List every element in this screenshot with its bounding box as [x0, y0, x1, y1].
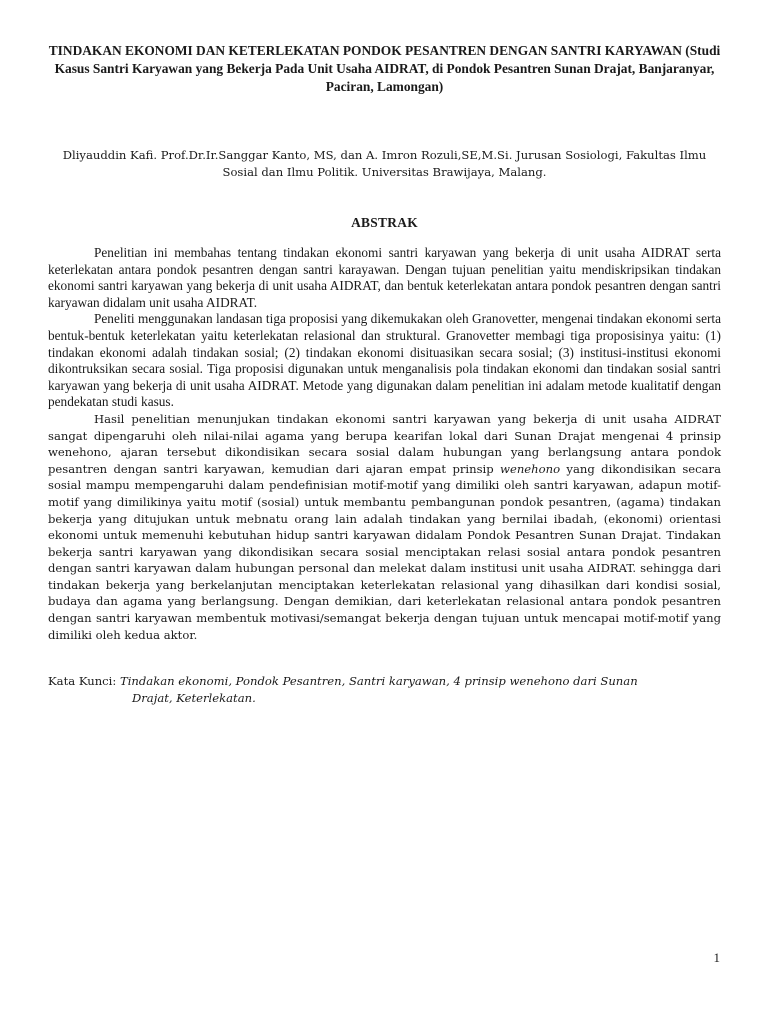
abstract-paragraph-1: Penelitian ini membahas tentang tindakan ekonomi santri karyawan yang bekerja di unit usaha AIDRAT serta keterlekatan antara pondok pesantren dengan santri karayawan. Dengan tujuan penelitian yaitu mendiskripsikan tindakan ekonomi santri karyawan yang bekerja di unit usaha AIDRAT, dan bentuk keterlekatan antara pondok pesantren dengan santri karyawan didalam unit usaha AIDRAT.: [48, 245, 721, 310]
keywords-value: [120, 673, 721, 707]
abstract-paragraph-3-part-2: yang dikondisikan secara sosial mampu mempengaruhi dalam pendefinisian motif-motif yang dimiliki oleh santri karyawan, adapun motif-motif yang dimilikinya yaitu motif (sosial) untuk membantu pembangunan pondok pesantren, (agama) tindakan bekerja yang ditujukan untuk mebnatu orang lain adalah tindakan yang bernilai ibadah, (ekonomi) orientasi ekonomi untuk memenuhi kebutuhan hidup santri karyawan didalam Pondok Pesantren Sunan Drajat. Tindakan bekerja santri karyawan yang dikondisikan secara sosial menciptakan relasi sosial antara pondok pesantren dengan santri karyawan dalam hubungan personal dan melekat dalam institusi unit usaha AIDRAT. sehingga dari tindakan bekerja yang berkelanjutan menciptakan keterlekatan relasional yang dihasilkan dari kondisi sosial, budaya dan agama yang berlangsung. Dengan demikian, dari keterlekatan relasional antara pondok pesantren dengan santri karyawan membentuk motivasi/semangat bekerja dengan tujuan untuk mencapai motif-motif yang dimiliki oleh kedua aktor.: [48, 461, 721, 642]
abstract-paragraph-3-part-1: Hasil penelitian menunjukan tindakan ekonomi santri karyawan yang bekerja di unit usaha AIDRAT sangat dipengaruhi oleh nilai-nilai agama yang berupa kearifan lokal dari Sunan Drajat mengenai 4 prinsip wenehono, ajaran tersebut dikondisikan secara sosial dalam hubungan yang berlangsung antara pondok pesantren dengan santri karyawan, kemudian dari ajaran empat prinsip: [48, 411, 721, 476]
abstract-paragraph-2: Peneliti menggunakan landasan tiga proposisi yang dikemukakan oleh Granovetter, mengenai tindakan ekonomi serta bentuk-bentuk keterlekatan yaitu keterlekatan relasional dan struktural. Granovetter membagi tiga proposisinya yaitu: (1) tindakan ekonomi adalah tindakan sosial; (2) tindakan ekonomi disituasikan secara sosial; (3) institusi-institusi ekonomi dikontruksikan secara sosial. Tiga proposisi digunakan untuk menganalisis pola tindakan ekonomi dan tindakan sosial santri karyawan yang bekerja di unit usaha AIDRAT. Metode yang digunakan dalam penelitian ini adalam metode kualitatif dengan pendekatan studi kasus.: [48, 311, 721, 410]
keywords-label: Kata Kunci:: [48, 674, 120, 689]
abstract-paragraph-3: [48, 411, 721, 643]
keywords-line-1: Tindakan ekonomi, Pondok Pesantren, Santri karyawan, 4 prinsip wenehono dari Sunan: [119, 674, 638, 689]
abstract-body: [48, 245, 721, 643]
keywords: [48, 673, 721, 707]
paper-page: [48, 42, 721, 707]
keywords-line-2: Drajat, Keterlekatan.: [131, 691, 256, 706]
abstract-paragraph-3-italic-term: wenehono: [500, 461, 561, 476]
author-affiliation: Dliyauddin Kafi. Prof.Dr.Ir.Sanggar Kanto, MS, dan A. Imron Rozuli,SE,M.Si. Jurusan Sosiologi, Fakultas Ilmu Sosial dan Ilmu Politik. Universitas Brawijaya, Malang.: [62, 148, 707, 179]
paper-title: TINDAKAN EKONOMI DAN KETERLEKATAN PONDOK PESANTREN DENGAN SANTRI KARYAWAN (Studi Kasus Santri Karyawan yang Bekerja Pada Unit Usaha AIDRAT, di Pondok Pesantren Sunan Drajat, Banjaranyar, Paciran, Lamongan): [48, 43, 721, 94]
page-number: 1: [713, 950, 720, 965]
abstract-heading: ABSTRAK: [351, 215, 418, 230]
